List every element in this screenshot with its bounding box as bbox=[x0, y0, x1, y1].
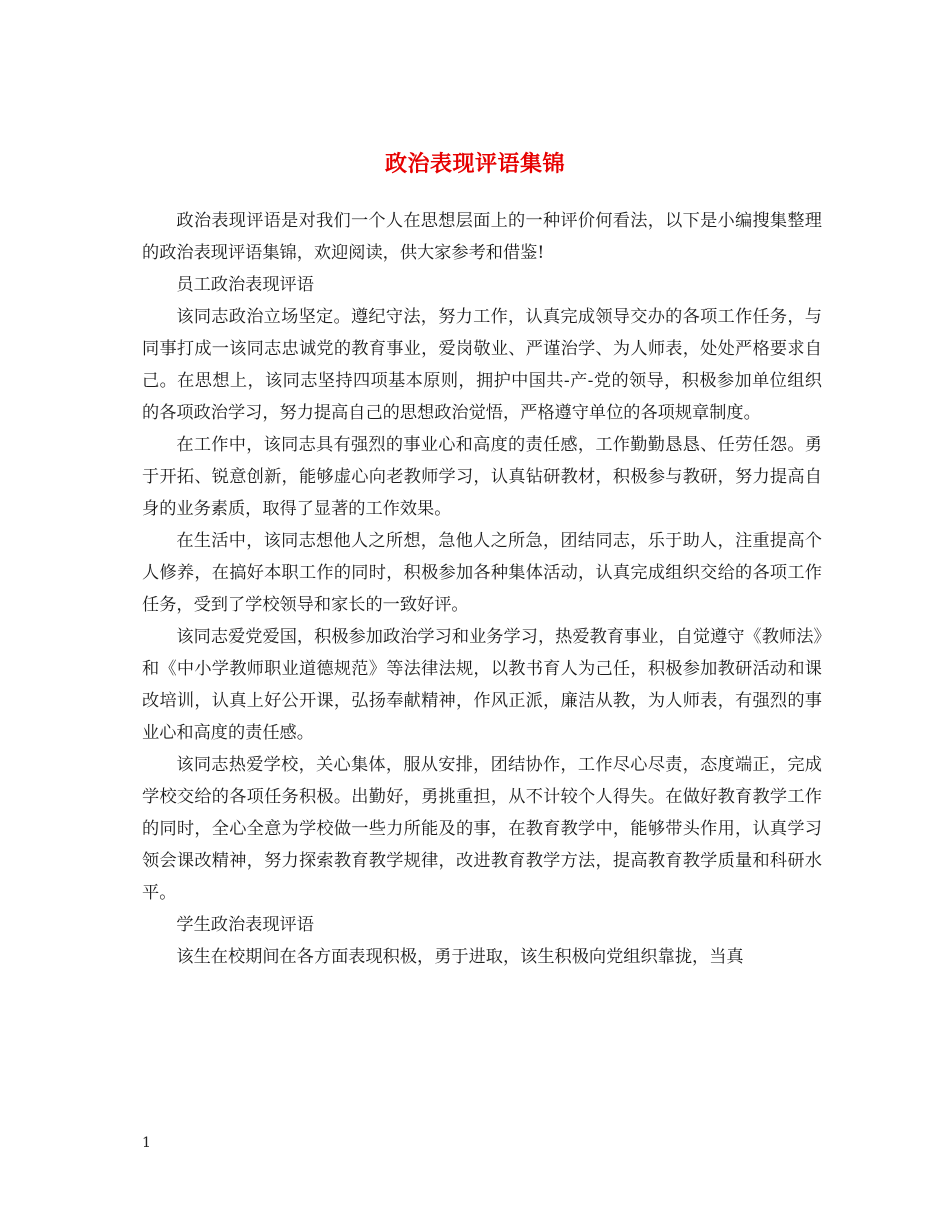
section-heading-employee: 员工政治表现评语 bbox=[176, 275, 314, 295]
paragraph-employee-2: 在工作中，该同志具有强烈的事业心和高度的责任感，工作勤勤恳恳、任劳任怨。勇于开拓、锐意创新，能够虚心向老教师学习，认真钻研教材，积极参与教研，努力提高自身的业务素质，取得了显著的工作效果。 bbox=[142, 435, 822, 519]
page-number: 1 bbox=[142, 1135, 151, 1151]
paragraph-employee-4: 该同志爱党爱国，积极参加政治学习和业务学习，热爱教育事业，自觉遵守《教师法》和《中小学教师职业道德规范》等法律法规，以教书育人为己任，积极参加教研活动和课改培训，认真上好公开课，弘扬奉献精神，作风正派，廉洁从教，为人师表，有强烈的事业心和高度的责任感。 bbox=[142, 627, 822, 743]
document-body bbox=[142, 205, 822, 973]
intro-paragraph: 政治表现评语是对我们一个人在思想层面上的一种评价何看法，以下是小编搜集整理的政治表现评语集锦，欢迎阅读，供大家参考和借鉴! bbox=[142, 211, 822, 263]
paragraph-employee-5: 该同志热爱学校，关心集体，服从安排，团结协作，工作尽心尽责，态度端正，完成学校交给的各项任务积极。出勤好，勇挑重担，从不计较个人得失。在做好教育教学工作的同时，全心全意为学校做一些力所能及的事，在教育教学中，能够带头作用，认真学习领会课改精神，努力探索教育教学规律，改进教育教学方法，提高教育教学质量和科研水平。 bbox=[142, 755, 822, 903]
paragraph-student-1: 该生在校期间在各方面表现积极，勇于进取，该生积极向党组织靠拢，当真 bbox=[176, 947, 744, 967]
paragraph-employee-1: 该同志政治立场坚定。遵纪守法，努力工作，认真完成领导交办的各项工作任务，与同事打成一该同志忠诚党的教育事业，爱岗敬业、严谨治学、为人师表，处处严格要求自己。在思想上，该同志坚持四项基本原则，拥护中国共-产-党的领导，积极参加单位组织的各项政治学习，努力提高自己的思想政治觉悟，严格遵守单位的各项规章制度。 bbox=[142, 307, 822, 423]
section-heading-student: 学生政治表现评语 bbox=[176, 915, 314, 935]
document-title: 政治表现评语集锦 bbox=[384, 150, 565, 177]
paragraph-employee-3: 在生活中，该同志想他人之所想，急他人之所急，团结同志，乐于助人，注重提高个人修养，在搞好本职工作的同时，积极参加各种集体活动，认真完成组织交给的各项工作任务，受到了学校领导和家长的一致好评。 bbox=[142, 531, 822, 615]
